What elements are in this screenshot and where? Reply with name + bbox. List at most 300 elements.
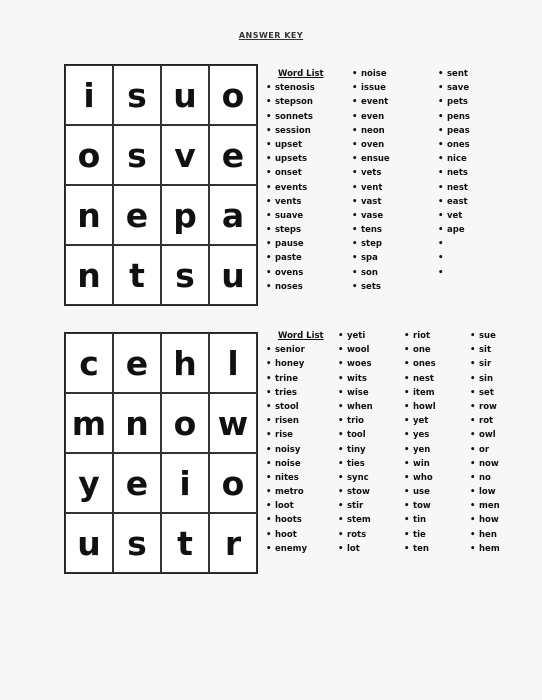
word-text: vast	[361, 196, 382, 207]
word-list-item	[338, 345, 404, 359]
bullet-icon: •	[470, 401, 476, 412]
word-text: nest	[447, 182, 468, 193]
bullet-icon: •	[438, 139, 444, 150]
word-list-item	[352, 211, 438, 225]
word-text: hem	[479, 543, 500, 554]
word-list-item	[404, 359, 470, 373]
word-text: rise	[275, 430, 293, 441]
word-text: save	[447, 83, 470, 94]
bullet-icon: •	[266, 125, 272, 136]
word-text: hoots	[275, 515, 302, 526]
bullet-icon: •	[470, 373, 476, 384]
bullet-icon: •	[266, 416, 272, 427]
bullet-icon: •	[352, 125, 358, 136]
bullet-icon: •	[352, 239, 358, 250]
bullet-icon: •	[470, 359, 476, 370]
bullet-icon: •	[404, 416, 410, 427]
word-list-item	[266, 168, 352, 182]
grid-cell: t	[113, 245, 161, 305]
word-text: events	[275, 182, 308, 193]
grid-cell: n	[65, 245, 113, 305]
word-text: ensue	[361, 154, 390, 165]
grid-cell: a	[209, 185, 257, 245]
word-text: stow	[347, 487, 370, 498]
word-list-item	[352, 225, 438, 239]
word-text: tries	[275, 387, 297, 398]
bullet-icon: •	[470, 529, 476, 540]
word-list-item	[352, 268, 438, 282]
answer-key-title: ANSWER KEY	[238, 31, 304, 40]
word-list-item	[438, 268, 508, 282]
bullet-icon: •	[404, 515, 410, 526]
word-list-item	[438, 239, 508, 253]
word-text: ones	[447, 139, 470, 150]
bullet-icon: •	[266, 444, 272, 455]
word-list-item	[404, 416, 470, 430]
word-text: tens	[361, 225, 382, 236]
word-list-item	[266, 225, 352, 239]
word-list-item	[438, 97, 508, 111]
word-text: rot	[479, 416, 494, 427]
grid-cell: p	[161, 185, 209, 245]
word-list-item	[266, 416, 338, 430]
bullet-icon: •	[338, 430, 344, 441]
bullet-icon: •	[404, 359, 410, 370]
word-text: nice	[447, 154, 467, 165]
bullet-icon: •	[352, 182, 358, 193]
word-text: stir	[347, 501, 364, 512]
word-list-item	[338, 374, 404, 388]
word-list-item	[438, 83, 508, 97]
grid-cell: i	[65, 65, 113, 125]
bullet-icon: •	[438, 182, 444, 193]
bullet-icon: •	[266, 139, 272, 150]
word-list-item	[266, 501, 338, 515]
word-list-item	[352, 282, 438, 296]
word-list-item	[438, 197, 508, 211]
word-text: step	[361, 239, 382, 250]
word-text: sent	[447, 69, 468, 79]
word-list	[266, 331, 528, 558]
word-text: vets	[361, 168, 382, 179]
word-list-item	[470, 501, 528, 515]
word-list-item	[404, 459, 470, 473]
word-list-item	[438, 183, 508, 197]
bullet-icon: •	[338, 401, 344, 412]
word-list-item	[470, 473, 528, 487]
bullet-icon: •	[470, 331, 476, 341]
bullet-icon: •	[352, 267, 358, 278]
word-list-item	[338, 501, 404, 515]
word-list	[266, 69, 508, 296]
word-text: ape	[447, 225, 465, 236]
bullet-icon: •	[266, 83, 272, 94]
word-list-item	[352, 253, 438, 267]
word-text: wise	[347, 387, 369, 398]
word-list-item	[470, 487, 528, 501]
bullet-icon: •	[338, 444, 344, 455]
letter-grid	[64, 332, 258, 574]
bullet-icon: •	[404, 458, 410, 469]
word-list-item	[266, 530, 338, 544]
bullet-icon: •	[438, 239, 444, 250]
letter-grid	[64, 64, 258, 306]
word-text: or	[479, 444, 490, 455]
bullet-icon: •	[470, 458, 476, 469]
word-text: trine	[275, 373, 298, 384]
word-text: oven	[361, 139, 385, 150]
word-list-item	[266, 126, 352, 140]
word-list-item	[404, 544, 470, 558]
word-text: onset	[275, 168, 302, 179]
word-list-item	[352, 183, 438, 197]
word-text: trio	[347, 416, 365, 427]
bullet-icon: •	[352, 69, 358, 79]
word-text: event	[361, 97, 389, 108]
word-text: who	[413, 472, 433, 483]
word-text: east	[447, 196, 468, 207]
bullet-icon: •	[352, 225, 358, 236]
bullet-icon: •	[352, 253, 358, 264]
word-list-item	[352, 83, 438, 97]
word-text: steps	[275, 225, 302, 236]
word-list-item	[266, 211, 352, 225]
bullet-icon: •	[438, 210, 444, 221]
grid-cell: s	[113, 125, 161, 185]
word-text: row	[479, 401, 497, 412]
grid-cell: o	[209, 65, 257, 125]
word-text: neon	[361, 125, 385, 136]
word-list-item	[404, 445, 470, 459]
word-text: honey	[275, 359, 305, 370]
word-list-item	[338, 359, 404, 373]
word-list-item	[338, 473, 404, 487]
bullet-icon: •	[470, 387, 476, 398]
word-list-item	[338, 515, 404, 529]
word-list-item	[266, 487, 338, 501]
word-text: sonnets	[275, 111, 313, 122]
bullet-icon: •	[438, 111, 444, 122]
bullet-icon: •	[338, 501, 344, 512]
word-list-item	[438, 112, 508, 126]
bullet-icon: •	[470, 430, 476, 441]
word-list-item	[470, 359, 528, 373]
bullet-icon: •	[438, 267, 444, 278]
bullet-icon: •	[352, 97, 358, 108]
word-list-item	[438, 253, 508, 267]
bullet-icon: •	[438, 83, 444, 94]
grid-cell: m	[65, 393, 113, 453]
bullet-icon: •	[266, 543, 272, 554]
bullet-icon: •	[266, 281, 272, 292]
grid-cell: u	[65, 513, 113, 573]
word-text: paste	[275, 253, 302, 264]
bullet-icon: •	[404, 345, 410, 356]
word-text: lot	[347, 543, 360, 554]
word-list-item	[352, 112, 438, 126]
word-list-item	[404, 402, 470, 416]
word-text: rots	[347, 529, 367, 540]
grid-cell: h	[161, 333, 209, 393]
word-text: spa	[361, 253, 378, 264]
bullet-icon: •	[438, 125, 444, 136]
word-text: wool	[347, 345, 370, 356]
bullet-icon: •	[266, 267, 272, 278]
word-list-item	[404, 388, 470, 402]
word-list-item	[266, 515, 338, 529]
word-list-item	[438, 126, 508, 140]
word-list-item	[470, 345, 528, 359]
word-list-item	[266, 154, 352, 168]
bullet-icon: •	[438, 168, 444, 179]
bullet-icon: •	[338, 373, 344, 384]
grid-cell: l	[209, 333, 257, 393]
bullet-icon: •	[352, 139, 358, 150]
grid-cell: s	[161, 245, 209, 305]
word-text: wits	[347, 373, 367, 384]
bullet-icon: •	[266, 111, 272, 122]
word-text: pause	[275, 239, 304, 250]
bullet-icon: •	[338, 458, 344, 469]
bullet-icon: •	[266, 97, 272, 108]
word-text: issue	[361, 83, 386, 94]
word-list-item	[470, 530, 528, 544]
bullet-icon: •	[266, 239, 272, 250]
bullet-icon: •	[438, 225, 444, 236]
word-list-item	[438, 225, 508, 239]
bullet-icon: •	[404, 401, 410, 412]
word-text: item	[413, 387, 435, 398]
word-list-item	[470, 544, 528, 558]
word-text: sir	[479, 359, 492, 370]
bullet-icon: •	[404, 387, 410, 398]
word-text: ovens	[275, 267, 304, 278]
word-list-item	[470, 331, 528, 345]
word-list-item	[404, 345, 470, 359]
bullet-icon: •	[266, 182, 272, 193]
bullet-icon: •	[266, 501, 272, 512]
word-text: low	[479, 487, 496, 498]
bullet-icon: •	[438, 97, 444, 108]
grid-cell: s	[113, 513, 161, 573]
word-list-item	[266, 402, 338, 416]
bullet-icon: •	[470, 444, 476, 455]
bullet-icon: •	[438, 69, 444, 79]
word-list-item	[266, 97, 352, 111]
word-list-item	[266, 282, 352, 296]
bullet-icon: •	[404, 472, 410, 483]
grid-cell: t	[161, 513, 209, 573]
word-list-item	[266, 459, 338, 473]
grid-cell: y	[65, 453, 113, 513]
bullet-icon: •	[266, 487, 272, 498]
word-text: tie	[413, 529, 426, 540]
bullet-icon: •	[266, 430, 272, 441]
word-text: nets	[447, 168, 468, 179]
word-text: vase	[361, 210, 384, 221]
bullet-icon: •	[338, 472, 344, 483]
word-text: howl	[413, 401, 436, 412]
word-list-item	[266, 268, 352, 282]
word-text: tiny	[347, 444, 366, 455]
grid-cell: e	[113, 333, 161, 393]
word-text: nites	[275, 472, 299, 483]
bullet-icon: •	[404, 373, 410, 384]
word-text: noisy	[275, 444, 301, 455]
word-text: son	[361, 267, 378, 278]
word-text: enemy	[275, 543, 307, 554]
bullet-icon: •	[266, 345, 272, 356]
word-text: woes	[347, 359, 372, 370]
word-list-item	[266, 183, 352, 197]
word-text: stepson	[275, 97, 313, 108]
bullet-icon: •	[404, 444, 410, 455]
bullet-icon: •	[438, 253, 444, 264]
bullet-icon: •	[352, 281, 358, 292]
word-list-item	[438, 154, 508, 168]
bullet-icon: •	[266, 458, 272, 469]
word-text: yet	[413, 416, 429, 427]
bullet-icon: •	[338, 515, 344, 526]
word-text: tin	[413, 515, 427, 526]
word-list-item	[266, 239, 352, 253]
word-text: use	[413, 487, 430, 498]
bullet-icon: •	[470, 543, 476, 554]
word-text: win	[413, 458, 430, 469]
word-list-item	[338, 544, 404, 558]
grid-cell: u	[209, 245, 257, 305]
word-text: tool	[347, 430, 366, 441]
word-text: ten	[413, 543, 429, 554]
word-list-item	[470, 515, 528, 529]
word-list-item	[338, 402, 404, 416]
bullet-icon: •	[338, 345, 344, 356]
grid-cell: e	[113, 453, 161, 513]
bullet-icon: •	[352, 83, 358, 94]
word-list-item	[352, 126, 438, 140]
word-text: men	[479, 501, 500, 512]
word-text: stool	[275, 401, 299, 412]
grid-cell: o	[209, 453, 257, 513]
word-list-item	[404, 530, 470, 544]
bullet-icon: •	[470, 416, 476, 427]
word-list-item	[266, 445, 338, 459]
word-text: ties	[347, 458, 365, 469]
word-text: stenosis	[275, 83, 315, 94]
word-text: noise	[361, 69, 387, 79]
word-list-heading: Word List	[278, 331, 324, 341]
word-list-item	[470, 374, 528, 388]
bullet-icon: •	[352, 210, 358, 221]
bullet-icon: •	[266, 210, 272, 221]
word-text: vet	[447, 210, 463, 221]
word-list-item	[438, 211, 508, 225]
bullet-icon: •	[338, 529, 344, 540]
word-list-item	[352, 168, 438, 182]
word-text: risen	[275, 416, 299, 427]
grid-cell: n	[65, 185, 113, 245]
word-list-item	[438, 69, 508, 83]
word-list-item	[338, 459, 404, 473]
word-text: yen	[413, 444, 431, 455]
word-list-item	[470, 416, 528, 430]
grid-cell: u	[161, 65, 209, 125]
grid-cell: o	[65, 125, 113, 185]
bullet-icon: •	[266, 253, 272, 264]
bullet-icon: •	[352, 154, 358, 165]
bullet-icon: •	[352, 196, 358, 207]
word-text: ones	[413, 359, 436, 370]
bullet-icon: •	[338, 359, 344, 370]
word-text: metro	[275, 487, 304, 498]
word-text: sin	[479, 373, 494, 384]
word-list-item	[404, 473, 470, 487]
word-text: nest	[413, 373, 434, 384]
bullet-icon: •	[438, 196, 444, 207]
grid-cell: s	[113, 65, 161, 125]
word-text: sit	[479, 345, 492, 356]
grid-cell: w	[209, 393, 257, 453]
bullet-icon: •	[470, 487, 476, 498]
bullet-icon: •	[266, 529, 272, 540]
word-text: one	[413, 345, 431, 356]
word-list-item	[338, 487, 404, 501]
grid-cell: c	[65, 333, 113, 393]
word-text: hen	[479, 529, 497, 540]
bullet-icon: •	[404, 331, 410, 341]
word-list-item	[438, 168, 508, 182]
bullet-icon: •	[470, 515, 476, 526]
word-list-item	[438, 140, 508, 154]
word-text: stem	[347, 515, 371, 526]
grid-cell: e	[113, 185, 161, 245]
word-text: session	[275, 125, 311, 136]
word-text: tow	[413, 501, 431, 512]
word-list-item	[404, 430, 470, 444]
word-list-item	[266, 430, 338, 444]
bullet-icon: •	[404, 529, 410, 540]
word-list-item	[470, 430, 528, 444]
word-text: peas	[447, 125, 470, 136]
word-text: vent	[361, 182, 383, 193]
word-list-item	[352, 69, 438, 83]
word-list-item	[404, 331, 470, 345]
word-list-item	[266, 359, 338, 373]
word-text: sync	[347, 472, 369, 483]
word-text: yes	[413, 430, 430, 441]
grid-cell: i	[161, 453, 209, 513]
word-list-item	[404, 515, 470, 529]
word-list-item	[352, 197, 438, 211]
word-text: noise	[275, 458, 301, 469]
word-text: how	[479, 515, 499, 526]
word-text: upset	[275, 139, 303, 150]
word-list-item	[352, 239, 438, 253]
bullet-icon: •	[266, 515, 272, 526]
word-text: upsets	[275, 154, 308, 165]
grid-cell: v	[161, 125, 209, 185]
bullet-icon: •	[266, 359, 272, 370]
bullet-icon: •	[404, 430, 410, 441]
bullet-icon: •	[338, 331, 344, 341]
word-list-item	[404, 487, 470, 501]
bullet-icon: •	[404, 543, 410, 554]
word-list-item	[470, 445, 528, 459]
bullet-icon: •	[404, 487, 410, 498]
bullet-icon: •	[266, 225, 272, 236]
word-text: noses	[275, 281, 303, 292]
word-text: now	[479, 458, 499, 469]
